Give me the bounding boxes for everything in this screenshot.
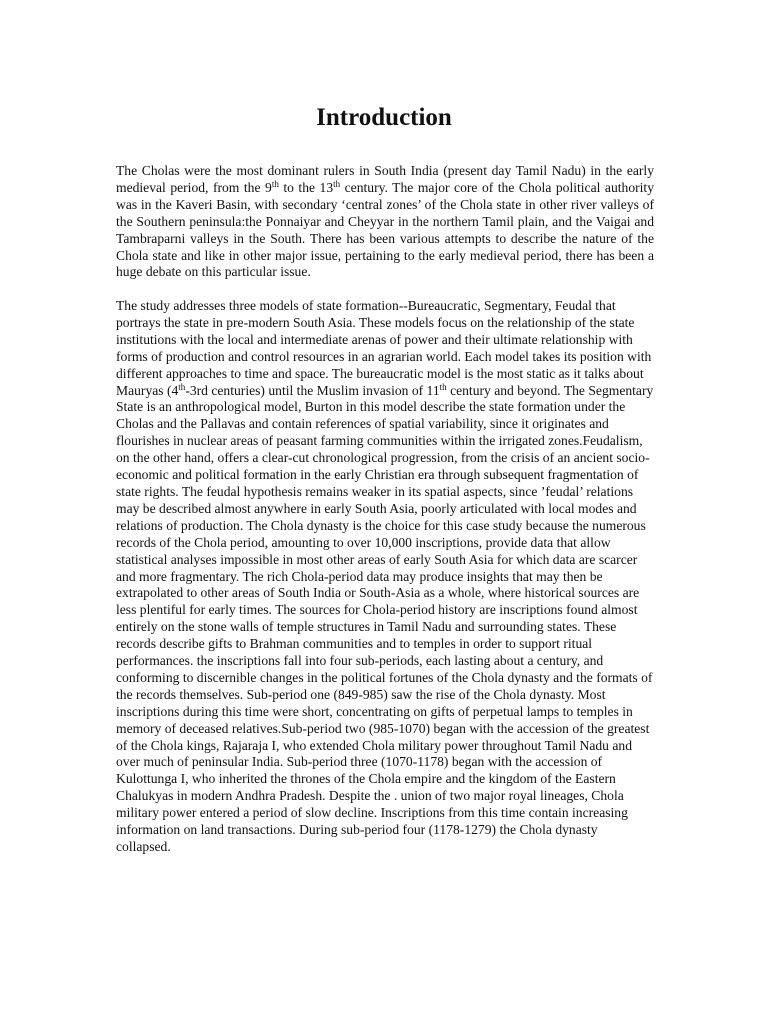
paragraph-intro-text-b: to the 13	[278, 179, 334, 195]
superscript-th: th	[271, 178, 279, 189]
paragraph-intro-text-a: The Cholas were the most dominant rulers in South India (present day Tamil Nadu) in the early medieval period, from the 9	[116, 163, 654, 195]
paragraph-study	[116, 298, 654, 856]
paragraph-study-text-c: century and beyond. The Segmentary State is an anthropological model, Burton in this model describe the state formation under the Cholas and the Pallavas and contain references of spatial variability, since it originates and flourishes in nuclear areas of peasant farming communities within the irrigated zones.Feudalism, on the other hand, offers a clear-cut chronological progression, from the crisis of an ancient socio-economic and political formation in the early Christian era through subsequent fragmentation of state rights. The feudal hypothesis remains weaker in its spatial aspects, since ’feudal’ relations may be described almost anywhere in early South Asia, poorly articulated with local modes and relations of production. The Chola dynasty is the choice for this case study because the numerous records of the Chola period, amounting to over 10,000 inscriptions, provide data that allow statistical analyses impossible in most other areas of early South Asia for which data are scarcer and more fragmentary. The rich Chola-period data may produce insights that may then be extrapolated to other areas of South India or South-Asia as a whole, where historical sources are less plentiful for early times. The sources for Chola-period history are inscriptions found almost entirely on the stone walls of temple structures in Tamil Nadu and surrounding states. These records describe gifts to Brahman communities and to temples in order to support ritual performances. the inscriptions fall into four sub-periods, each lasting about a century, and conforming to discernible changes in the political fortunes of the Chola dynasty and the formats of the records themselves. Sub-period one (849-985) saw the rise of the Chola dynasty. Most inscriptions during this time were short, concentrating on gifts of perpetual lamps to temples in memory of deceased relatives.Sub-period two (985-1070) began with the accession of the greatest of the Chola kings, Rajaraja I, who extended Chola military power throughout Tamil Nadu and over much of peninsular India. Sub-period three (1070-1178) began with the accession of Kulottunga I, who inherited the thrones of the Chola empire and the kingdom of the Eastern Chalukyas in modern Andhra Pradesh. Despite the . union of two major royal lineages, Chola military power entered a period of slow decline. Inscriptions from this time contain increasing information on land transactions. During sub-period four (1178-1279) the Chola dynasty collapsed.	[116, 382, 654, 854]
superscript-th: th	[178, 381, 186, 392]
page-title: Introduction	[316, 104, 452, 131]
superscript-th: th	[333, 178, 341, 189]
paragraph-study-text-b: -3rd centuries) until the Muslim invasion of 11	[185, 382, 440, 398]
paragraph-intro	[116, 163, 654, 281]
paragraph-intro-text-c: century. The major core of the Chola political authority was in the Kaveri Basin, with secondary ‘central zones’ of the Chola state in other river valleys of the Southern peninsula:the Ponnaiyar and Cheyyar in the northern Tamil plain, and the Vaigai and Tambraparni valleys in the South. There has been various attempts to describe the nature of the Chola state and like in other major issue, pertaining to the early medieval period, there has been a huge debate on this particular issue.	[116, 179, 654, 280]
superscript-th: th	[439, 381, 447, 392]
paragraph-study-text-a: The study addresses three models of state formation--Bureaucratic, Segmentary, Feudal that portrays the state in pre-modern South Asia. These models focus on the relationship of the state institutions with the local and intermediate arenas of power and their ultimate relationship with forms of production and control resources in an agrarian world. Each model takes its position with different approaches to time and space. The bureaucratic model is the most static as it talks about Mauryas (4	[116, 298, 652, 398]
